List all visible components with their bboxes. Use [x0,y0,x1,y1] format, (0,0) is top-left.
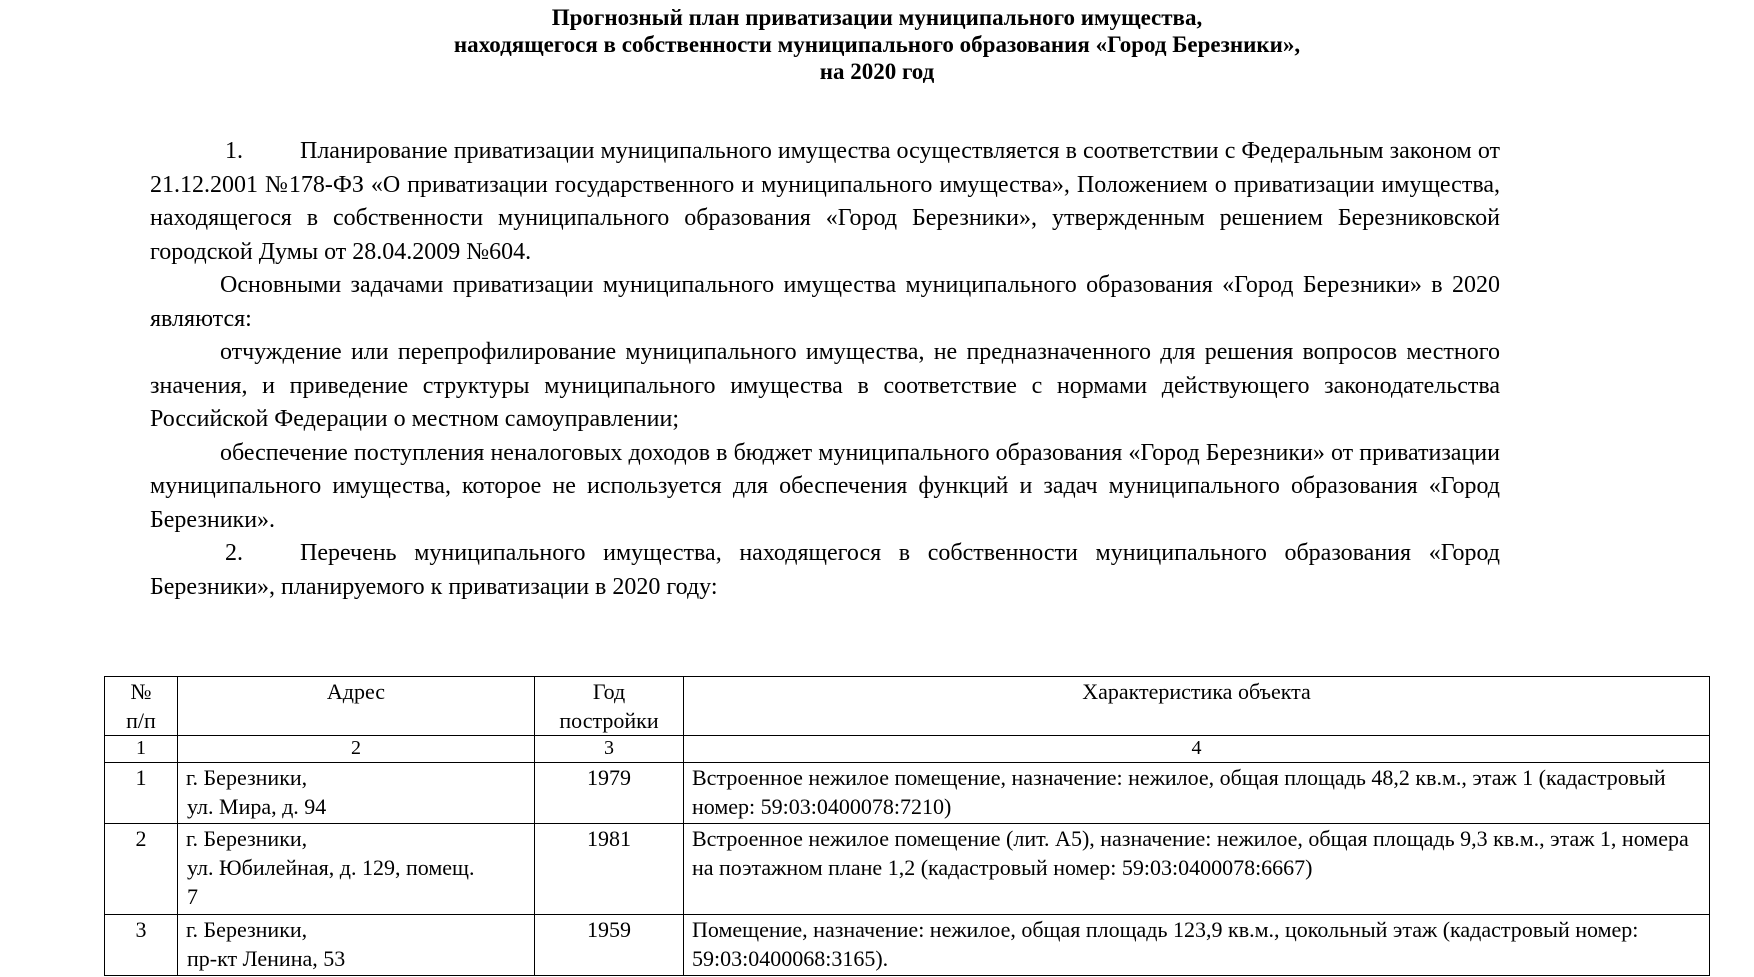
row-address: г. Березники, ул. Мира, д. 94 [178,763,535,824]
column-number: 4 [684,736,1710,763]
title-line-3: на 2020 год [819,59,935,84]
table-row [105,763,1710,824]
row-address: г. Березники, ул. Юбилейная, д. 129, помещ. 7 [178,824,535,915]
section-1-text: Планирование приватизации муниципального имущества осуществляется в соответствии с Федеральным законом от 21.12.2001 №178-ФЗ «О приватизации государственного и муниципального имущества», Положением о приватизации имущества, находящегося в собственности муниципального образования «Город Березники», утвержденным решением Березниковской городской Думы от 28.04.2009 №604. [150,138,1500,265]
privatization-table [104,676,1710,976]
row-number: 2 [105,824,178,915]
column-number: 1 [105,736,178,763]
header-description: Характеристика объекта [684,677,1710,736]
table-row [105,824,1710,915]
title-line-1: Прогнозный план приватизации муниципального имущества, [551,5,1203,30]
section-2-text: Перечень муниципального имущества, находящегося в собственности муниципального образования «Город Березники», планируемого к приватизации в 2020 году: [150,540,1500,600]
header-address: Адрес [178,677,535,736]
header-num: № п/п [105,677,178,736]
tasks-intro-paragraph: Основными задачами приватизации муниципального имущества муниципального образования «Город Березники» в 2020 являются: [150,272,1500,332]
section-2-number: 2. [225,540,243,566]
row-year: 1979 [535,763,684,824]
section-1-paragraph [150,135,1500,269]
task-2-paragraph: обеспечение поступления неналоговых доходов в бюджет муниципального образования «Город Березники» от приватизации муниципального имущества, которое не используется для обеспечения функций и задач муниципального образования «Город Березники». [150,439,1500,533]
row-description: Встроенное нежилое помещение (лит. А5), назначение: нежилое, общая площадь 9,3 кв.м., этаж 1, номера на поэтажном плане 1,2 (кадастровый номер: 59:03:0400078:6667) [684,824,1710,915]
table-header-row [105,677,1710,736]
row-year: 1981 [535,824,684,915]
row-description: Помещение, назначение: нежилое, общая площадь 123,9 кв.м., цокольный этаж (кадастровый номер: 59:03:0400068:3165). [684,915,1710,976]
task-1-paragraph: отчуждение или перепрофилирование муниципального имущества, не предназначенного для решения вопросов местного значения, и приведение структуры муниципального имущества в соответствие с нормами действующего законодательства Российской Федерации о местном самоуправлении; [150,339,1500,432]
row-description: Встроенное нежилое помещение, назначение: нежилое, общая площадь 48,2 кв.м., этаж 1 (кадастровый номер: 59:03:0400078:7210) [684,763,1710,824]
column-number: 2 [178,736,535,763]
header-year: Год постройки [535,677,684,736]
row-address: г. Березники, пр-кт Ленина, 53 [178,915,535,976]
column-number: 3 [535,736,684,763]
row-number: 1 [105,763,178,824]
column-number-row [105,736,1710,763]
row-number: 3 [105,915,178,976]
title-line-2: находящегося в собственности муниципального образования «Город Березники», [453,32,1301,57]
table-row [105,915,1710,976]
row-year: 1959 [535,915,684,976]
section-1-number: 1. [225,138,243,164]
section-2-paragraph [150,537,1500,604]
document-title [0,4,1754,85]
document-body [150,135,1500,604]
